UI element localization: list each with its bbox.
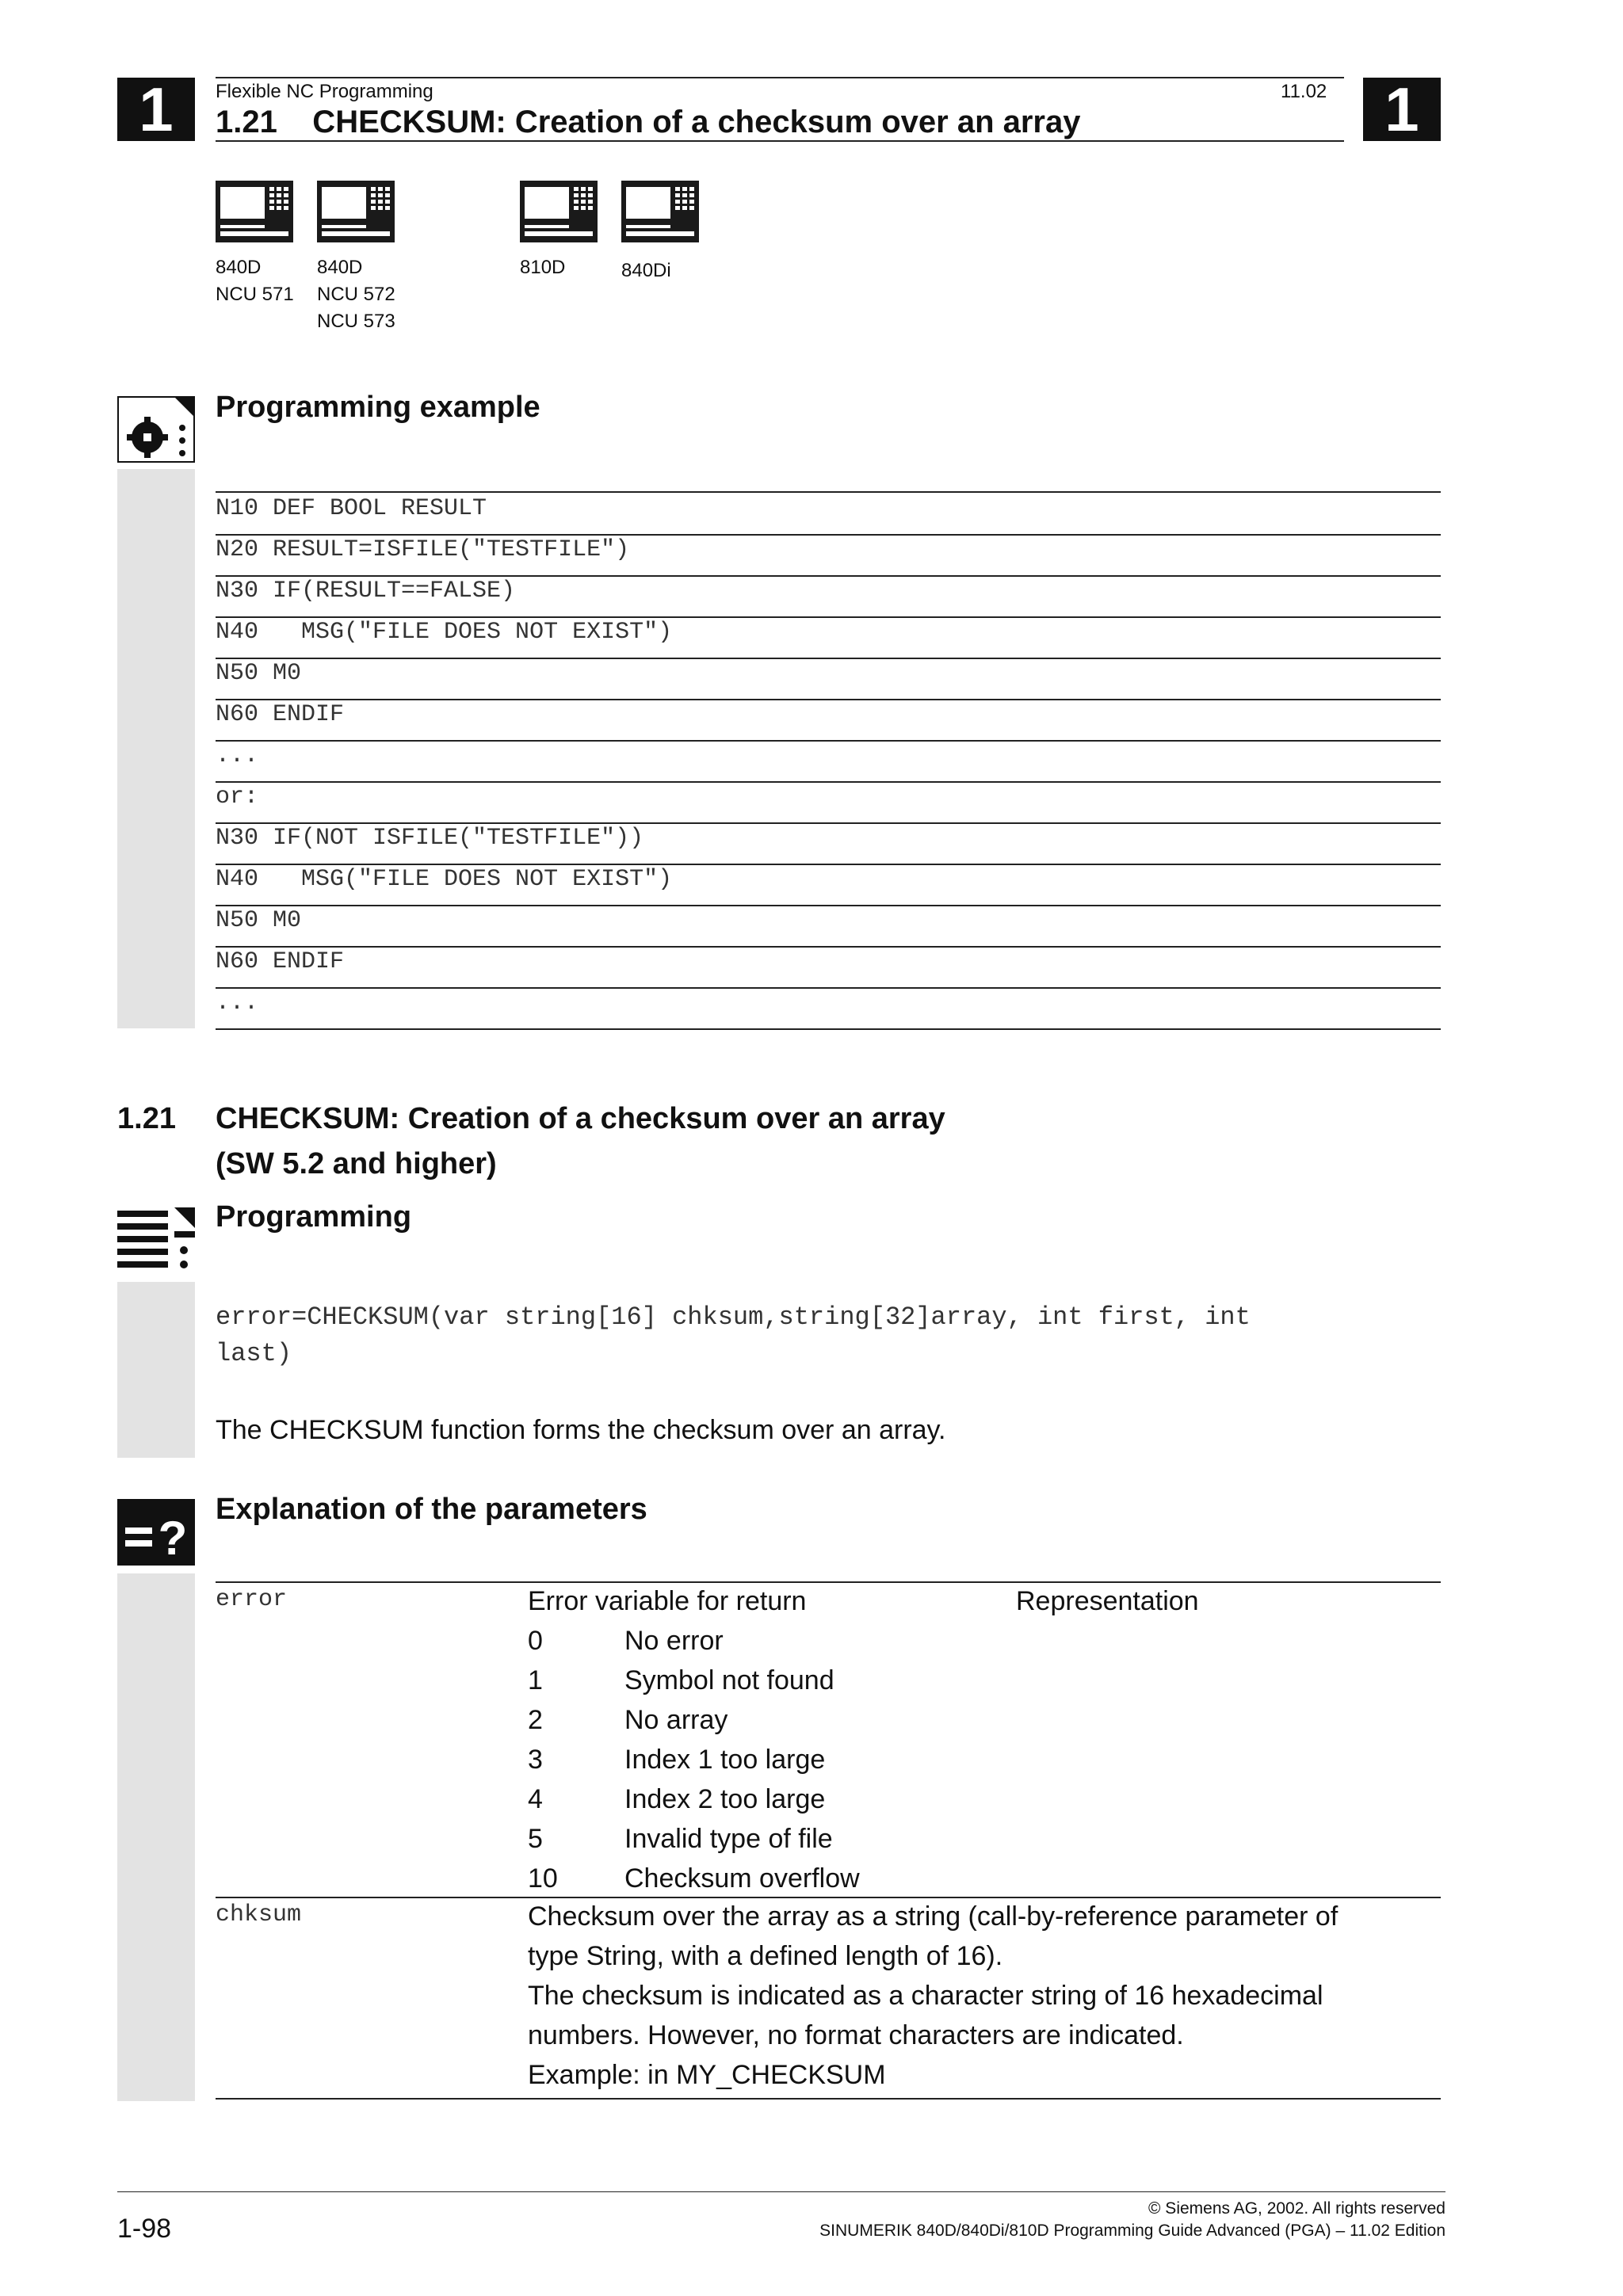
error-code: 3 bbox=[528, 1745, 543, 1775]
syntax-line: error=CHECKSUM(var string[16] chksum,string[32]array, int first, int bbox=[216, 1302, 1251, 1332]
page-title: 1.21 CHECKSUM: Creation of a checksum over an array bbox=[216, 105, 1081, 139]
param-chksum-desc-line: Checksum over the array as a string (call-by-reference parameter of bbox=[528, 1901, 1338, 1932]
running-header-edition: 11.02 bbox=[1281, 81, 1327, 102]
error-code-text: Index 2 too large bbox=[624, 1784, 826, 1814]
error-code-text: Index 1 too large bbox=[624, 1745, 826, 1775]
footer-guide-title: SINUMERIK 840D/840Di/810D Programming Guide Advanced (PGA) – 11.02 Edition bbox=[819, 2222, 1445, 2240]
device-840d-ncu571 bbox=[216, 181, 294, 308]
param-chksum-desc-line: type String, with a defined length of 16). bbox=[528, 1941, 1003, 1971]
chapter-number-badge-right: 1 bbox=[1363, 78, 1441, 141]
code-line: N40 MSG("FILE DOES NOT EXIST") bbox=[216, 616, 1441, 659]
code-line: N30 IF(NOT ISFILE("TESTFILE")) bbox=[216, 822, 1441, 865]
param-error-representation: Representation bbox=[1016, 1586, 1199, 1616]
param-chksum-desc-line: numbers. However, no format characters are indicated. bbox=[528, 2020, 1184, 2050]
error-code-text: Invalid type of file bbox=[624, 1824, 833, 1854]
example-sidebar-bar bbox=[117, 469, 195, 1028]
device-label-line: 840Di bbox=[621, 260, 671, 281]
programming-heading: Programming bbox=[216, 1200, 412, 1234]
control-panel-icon bbox=[621, 181, 699, 242]
device-label-line: 840D bbox=[216, 257, 262, 278]
code-line: N20 RESULT=ISFILE("TESTFILE") bbox=[216, 534, 1441, 577]
code-line: N50 M0 bbox=[216, 658, 1441, 700]
param-name-error: error bbox=[216, 1586, 288, 1613]
error-code-text: Checksum overflow bbox=[624, 1863, 860, 1894]
device-840d-ncu572-573 bbox=[317, 181, 395, 335]
param-error-desc: Error variable for return bbox=[528, 1586, 807, 1616]
error-code-text: Symbol not found bbox=[624, 1665, 834, 1695]
section-subtitle: (SW 5.2 and higher) bbox=[216, 1147, 497, 1180]
control-panel-icon bbox=[317, 181, 395, 242]
error-code: 2 bbox=[528, 1705, 543, 1735]
param-chksum-desc-line: The checksum is indicated as a character string of 16 hexadecimal bbox=[528, 1981, 1323, 2011]
parameters-top-rule bbox=[216, 1581, 1441, 1583]
error-code: 10 bbox=[528, 1863, 558, 1894]
header-bottom-rule bbox=[216, 140, 1344, 142]
function-description: The CHECKSUM function forms the checksum over an array. bbox=[216, 1415, 946, 1445]
programming-sidebar-bar bbox=[117, 1282, 195, 1458]
code-line: N10 DEF BOOL RESULT bbox=[216, 493, 1441, 536]
error-code-text: No array bbox=[624, 1705, 728, 1735]
footer-rule bbox=[117, 2191, 1445, 2192]
error-code: 0 bbox=[528, 1626, 543, 1656]
section-title: CHECKSUM: Creation of a checksum over an array bbox=[216, 1102, 945, 1135]
param-name-chksum: chksum bbox=[216, 1901, 302, 1928]
control-panel-icon bbox=[520, 181, 598, 242]
programming-example-heading: Programming example bbox=[216, 391, 540, 424]
code-line: N30 IF(RESULT==FALSE) bbox=[216, 575, 1441, 618]
device-840di bbox=[621, 181, 699, 284]
syntax-line: last) bbox=[216, 1339, 292, 1368]
section-number: 1.21 bbox=[117, 1102, 176, 1135]
page-number: 1-98 bbox=[117, 2214, 172, 2244]
param-chksum-desc-line: Example: in MY_CHECKSUM bbox=[528, 2060, 886, 2090]
error-code: 5 bbox=[528, 1824, 543, 1854]
example-icon bbox=[117, 396, 195, 463]
code-line: N60 ENDIF bbox=[216, 699, 1441, 742]
control-panel-icon bbox=[216, 181, 293, 242]
error-code: 4 bbox=[528, 1784, 543, 1814]
footer-copyright: © Siemens AG, 2002. All rights reserved bbox=[1148, 2199, 1445, 2218]
chapter-number-badge-left: 1 bbox=[117, 78, 195, 141]
device-label-line: NCU 571 bbox=[216, 284, 294, 305]
parameters-heading: Explanation of the parameters bbox=[216, 1493, 647, 1526]
error-code-text: No error bbox=[624, 1626, 724, 1656]
device-label-line: NCU 572 bbox=[317, 284, 395, 305]
error-code: 1 bbox=[528, 1665, 543, 1695]
code-line: N50 M0 bbox=[216, 905, 1441, 948]
code-line: or: bbox=[216, 781, 1441, 824]
parameters-sidebar-bar bbox=[117, 1573, 195, 2101]
running-header-section: Flexible NC Programming bbox=[216, 81, 433, 102]
programming-syntax-icon bbox=[117, 1207, 195, 1274]
device-label-line: NCU 573 bbox=[317, 311, 395, 332]
explanation-icon bbox=[117, 1499, 195, 1566]
svg-text:?: ? bbox=[158, 1512, 188, 1565]
device-label-line: 810D bbox=[520, 257, 566, 278]
header-top-rule bbox=[216, 77, 1344, 78]
device-810d bbox=[520, 181, 598, 281]
code-line: N40 MSG("FILE DOES NOT EXIST") bbox=[216, 864, 1441, 906]
code-line: ... bbox=[216, 987, 1441, 1030]
code-line: N60 ENDIF bbox=[216, 946, 1441, 989]
parameters-bottom-rule bbox=[216, 2098, 1441, 2100]
code-line: ... bbox=[216, 740, 1441, 783]
device-label-line: 840D bbox=[317, 257, 363, 278]
